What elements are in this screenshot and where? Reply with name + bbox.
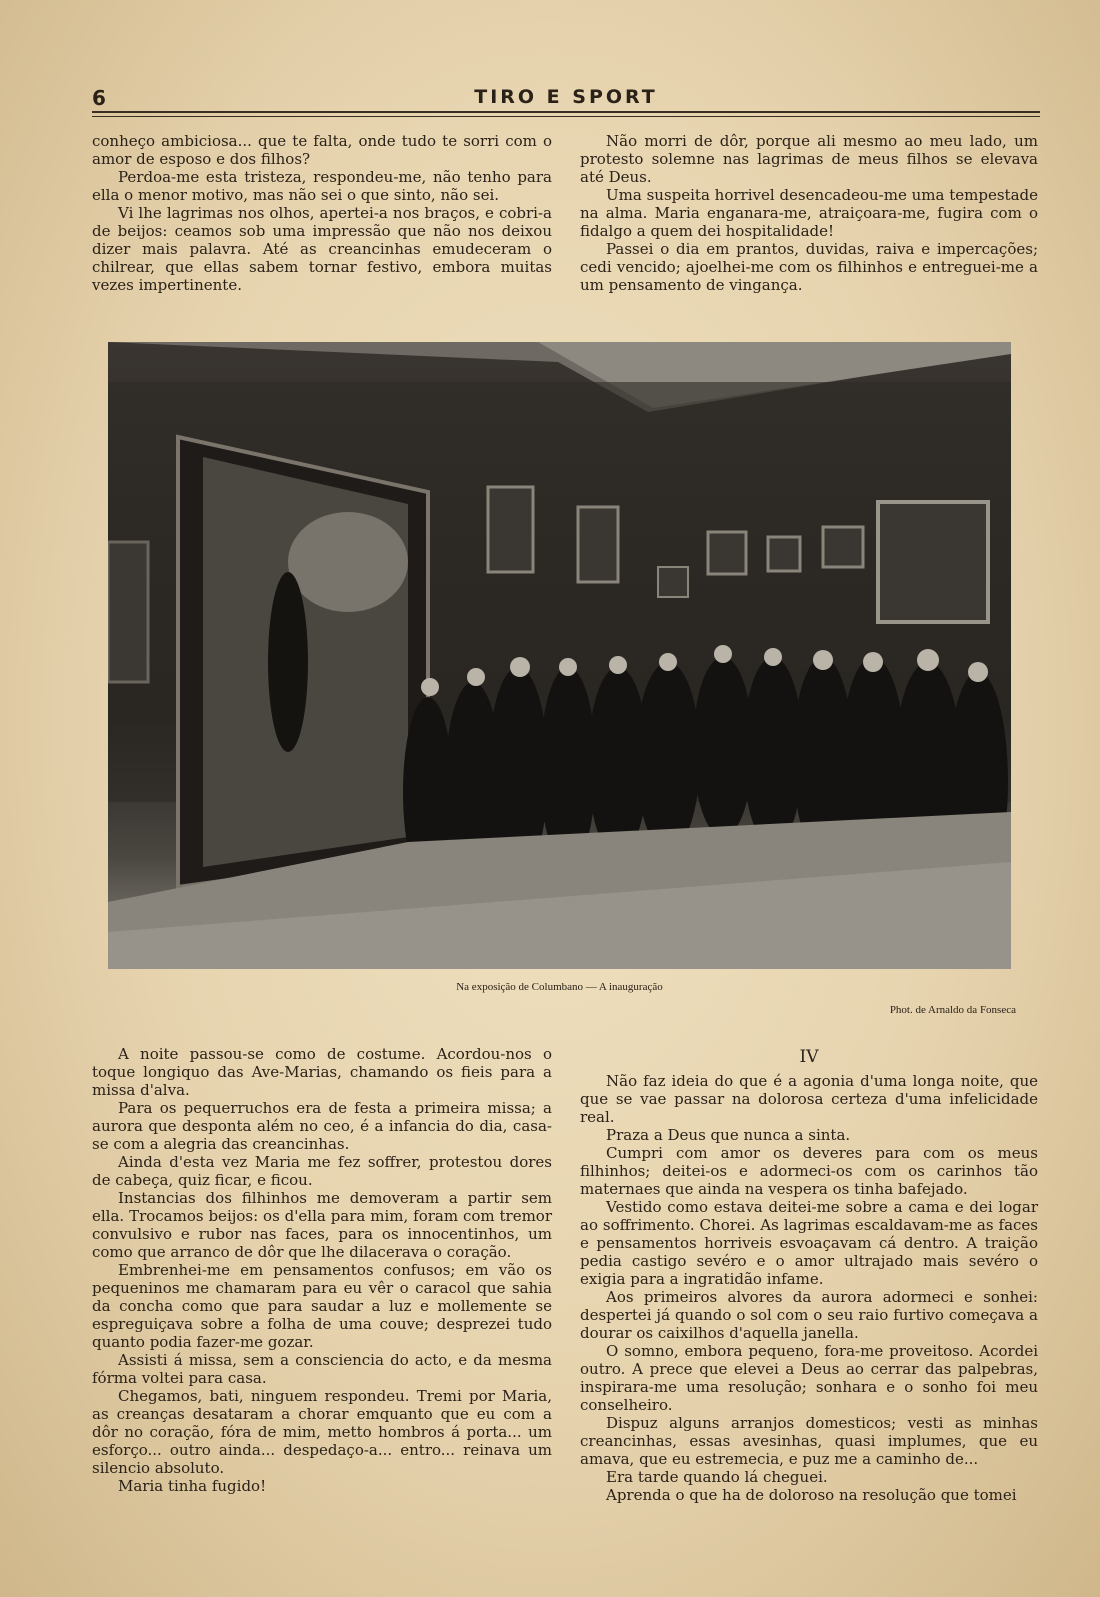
paragraph: Maria tinha fugido! — [118, 1477, 267, 1495]
page-number: 6 — [92, 86, 106, 110]
paragraph: conheço ambiciosa... que te falta, onde tudo te sorri com o amor de esposo e dos filhos? — [92, 132, 552, 168]
paragraph: Instancias dos filhinhos me demoveram a partir sem ella. Trocamos beijos: os d'ella para mim, foram com tremor convulsivo e rubor nas faces, para os innocentinhos, um como que arranco de dôr que lhe dilacerava o coração. — [92, 1189, 552, 1261]
paragraph: Não faz ideia do que é a agonia d'uma longa noite, que que se vae passar na dolorosa certeza d'uma infelicidade real. — [580, 1072, 1038, 1126]
exhibition-photograph — [108, 342, 1011, 969]
header-rule — [92, 111, 1040, 113]
paragraph: Chegamos, bati, ninguem respondeu. Tremi por Maria, as creanças desataram a chorar emquanto que eu com a dôr no coração, fóra de mim, metto hombros á porta... um esforço... outro ainda... despedaço-a... entro... reinava um silencio absoluto. — [92, 1387, 552, 1477]
paragraph: Não morri de dôr, porque ali mesmo ao meu lado, um protesto solemne nas lagrimas de meus filhos se elevava até Deus. — [580, 132, 1038, 186]
paragraph: Aprenda o que ha de doloroso na resolução que tomei — [606, 1486, 1017, 1504]
top-left-column — [92, 132, 552, 294]
paragraph: A noite passou-se como de costume. Acordou-nos o toque longiquo das Ave-Marias, chamando os fieis para a missa d'alva. — [92, 1045, 552, 1099]
photo-credit: Phot. de Arnaldo da Fonseca — [889, 1004, 1016, 1016]
bottom-right-column — [580, 1048, 1038, 1504]
paragraph: Vi lhe lagrimas nos olhos, apertei-a nos braços, e cobri-a de beijos: ceamos sob uma impressão que não nos deixou dizer mais palavra. Até as creancinhas emudeceram o chilrear, que ellas sabem tornar festivo, embora muitas vezes impertinente. — [92, 204, 552, 294]
paragraph: Dispuz alguns arranjos domesticos; vesti as minhas creancinhas, essas avesinhas, quasi implumes, que eu amava, que eu estremecia, e puz me a caminho de... — [580, 1414, 1038, 1468]
bottom-left-column — [92, 1045, 552, 1495]
paragraph: Praza a Deus que nunca a sinta. — [606, 1126, 851, 1144]
paragraph: Aos primeiros alvores da aurora adormeci e sonhei: despertei já quando o sol com o seu raio furtivo começava a dourar os caixilhos d'aquella janella. — [580, 1288, 1038, 1342]
page-header — [92, 86, 1040, 110]
paragraph: Passei o dia em prantos, duvidas, raiva e impercações; cedi vencido; ajoelhei-me com os filhinhos e entreguei-me a um pensamento de vingança. — [580, 240, 1038, 294]
paragraph: Assisti á missa, sem a consciencia do acto, e da mesma fórma voltei para casa. — [92, 1351, 552, 1387]
masthead-title: TIRO E SPORT — [474, 86, 658, 108]
paragraph: Uma suspeita horrivel desencadeou-me uma tempestade na alma. Maria enganara-me, atraiçoara-me, fugira com o fidalgo a quem dei hospitalidade! — [580, 186, 1038, 240]
paragraph: Perdoa-me esta tristeza, respondeu-me, não tenho para ella o menor motivo, mas não sei o que sinto, não sei. — [92, 168, 552, 204]
paragraph: Cumpri com amor os deveres para com os meus filhinhos; deitei-os e adormeci-os com os carinhos tão maternaes que ainda na vespera os tinha bafejado. — [580, 1144, 1038, 1198]
paragraph: O somno, embora pequeno, fora-me proveitoso. Acordei outro. A prece que elevei a Deus ao cerrar das palpebras, inspirara-me uma resolução; sonhara e o sonho foi meu conselheiro. — [580, 1342, 1038, 1414]
paragraph: Era tarde quando lá cheguei. — [606, 1468, 828, 1486]
paragraph: Ainda d'esta vez Maria me fez soffrer, protestou dores de cabeça, quiz ficar, e ficou. — [92, 1153, 552, 1189]
paragraph: Para os pequerruchos era de festa a primeira missa; a aurora que desponta além no ceo, é a infancia do dia, casa-se com a alegria das creancinhas. — [92, 1099, 552, 1153]
header-rule-thin — [92, 116, 1040, 117]
section-number: IV — [799, 1047, 819, 1067]
paragraph: Embrenhei-me em pensamentos confusos; em vão os pequeninos me chamaram para eu vêr o caracol que sahia da concha como que para saudar a luz e mollemente se espreguiçava sobre a folha de uma couve; desprezei tudo quanto podia fazer-me gozar. — [92, 1261, 552, 1351]
top-right-column — [580, 132, 1038, 294]
photo-caption: Na exposição de Columbano — A inauguração — [456, 981, 663, 993]
paragraph: Vestido como estava deitei-me sobre a cama e dei logar ao soffrimento. Chorei. As lagrimas escaldavam-me as faces e pensamentos horriveis esvoaçavam cá dentro. A traição pedia castigo sevéro e o amor ultrajado mais sevéro o exigia para a ingratidão infame. — [580, 1198, 1038, 1288]
